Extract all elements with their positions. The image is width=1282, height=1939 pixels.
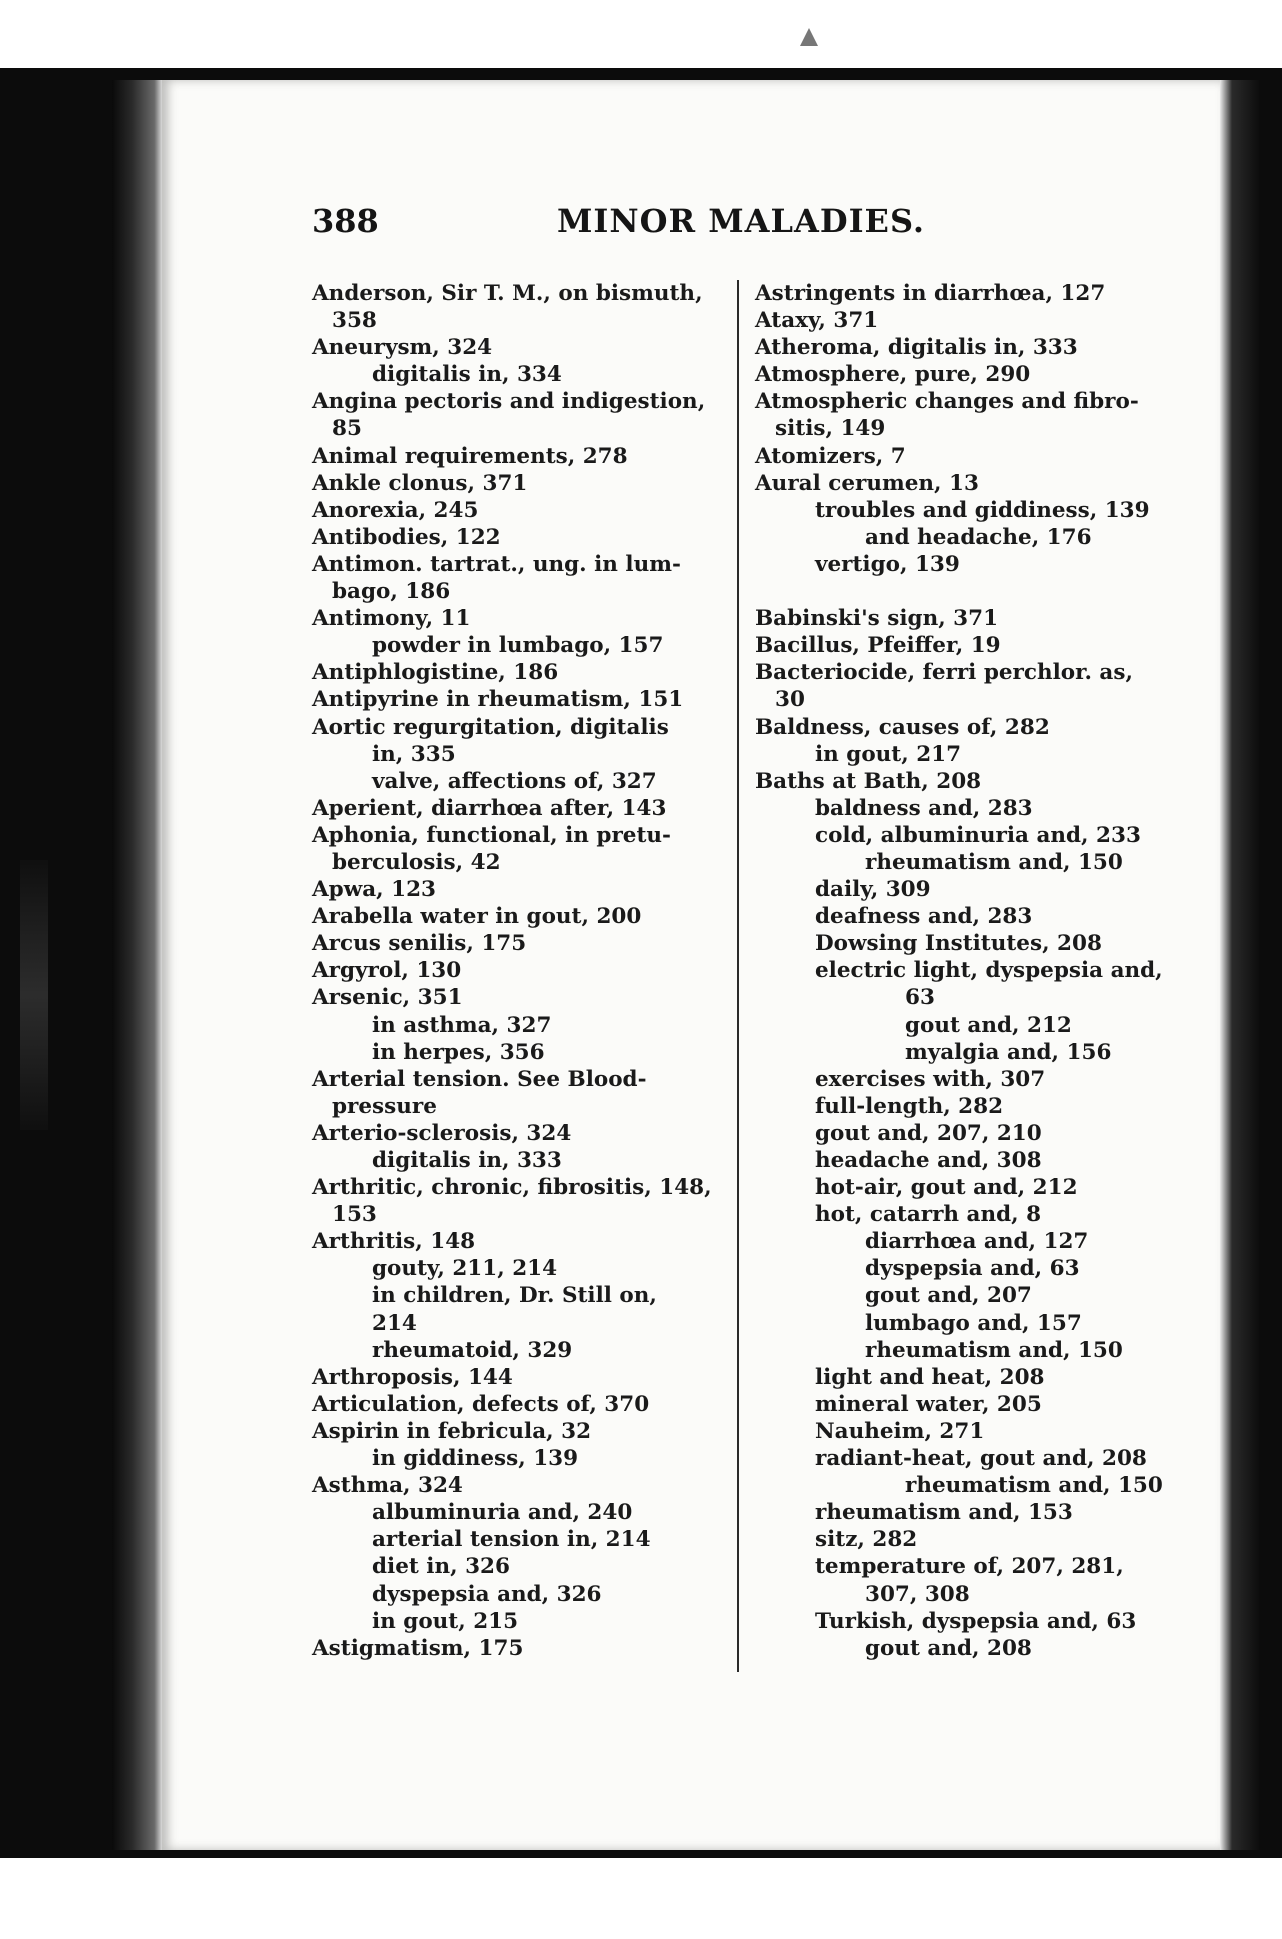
index-entry: Asthma, 324 — [312, 1473, 463, 1499]
index-subentry: in gout, 215 — [372, 1608, 519, 1634]
index-entry: Aneurysm, 324 — [312, 335, 493, 361]
index-subentry: mineral water, 205 — [815, 1391, 1042, 1417]
index-entry: Aspirin in febricula, 32 — [312, 1418, 592, 1444]
index-entry: Atheroma, digitalis in, 333 — [755, 335, 1078, 361]
index-subentry: temperature of, 207, 281, — [815, 1554, 1124, 1580]
index-entry-continuation: 307, 308 — [865, 1581, 970, 1607]
index-subentry: gout and, 212 — [905, 1012, 1072, 1038]
index-entry: Astringents in diarrhœa, 127 — [755, 281, 1106, 306]
index-entry: Arterial tension. See Blood- — [312, 1066, 647, 1092]
page-edge — [1220, 80, 1260, 1850]
index-subentry: light and heat, 208 — [815, 1364, 1045, 1390]
index-subentry: headache and, 308 — [815, 1148, 1042, 1173]
letter-section-gap — [755, 578, 1185, 605]
index-entry: Aural cerumen, 13 — [755, 470, 979, 496]
index-entry: Arthroposis, 144 — [312, 1364, 513, 1390]
index-subentry: Turkish, dyspepsia and, 63 — [815, 1608, 1137, 1634]
index-entry-continuation: 30 — [775, 687, 805, 713]
index-subentry: in children, Dr. Still on, — [372, 1283, 657, 1309]
index-entry: Antipyrine in rheumatism, 151 — [312, 687, 684, 713]
index-subentry: gouty, 211, 214 — [372, 1256, 558, 1282]
index-entry: Anderson, Sir T. M., on bismuth, — [312, 281, 703, 306]
index-entry: Babinski's sign, 371 — [755, 606, 999, 632]
index-entry: Baldness, causes of, 282 — [755, 714, 1050, 740]
index-entry: Ankle clonus, 371 — [312, 470, 528, 496]
scan-mark-icon — [800, 28, 818, 46]
index-entry: Animal requirements, 278 — [312, 443, 628, 469]
index-subentry: Dowsing Institutes, 208 — [815, 931, 1102, 957]
index-subentry: dyspepsia and, 326 — [372, 1581, 602, 1607]
page-header — [312, 202, 1032, 252]
index-entry-continuation: 153 — [332, 1202, 377, 1228]
index-subentry: in gout, 217 — [815, 741, 962, 767]
index-entry: Argyrol, 130 — [312, 958, 462, 984]
index-entry-continuation: pressure — [332, 1093, 437, 1119]
index-entry: Arthritic, chronic, fibrositis, 148, — [312, 1175, 712, 1201]
index-entry: Antibodies, 122 — [312, 524, 501, 550]
index-entry: Arcus senilis, 175 — [312, 931, 527, 957]
index-entry: Arabella water in gout, 200 — [312, 904, 642, 930]
index-subentry: dyspepsia and, 63 — [865, 1256, 1080, 1282]
index-entry-continuation: 214 — [372, 1310, 417, 1336]
page-gutter-shadow — [112, 80, 162, 1850]
index-subentry: full-length, 282 — [815, 1093, 1004, 1119]
index-subentry: deafness and, 283 — [815, 904, 1033, 930]
index-subentry: hot-air, gout and, 212 — [815, 1175, 1078, 1201]
index-entry: Ataxy, 371 — [755, 308, 879, 334]
page-number: 388 — [312, 202, 379, 240]
index-entry: Baths at Bath, 208 — [755, 768, 982, 794]
index-subentry: diet in, 326 — [372, 1554, 510, 1580]
index-entry: Bacteriocide, ferri perchlor. as, — [755, 660, 1133, 686]
index-subentry: in giddiness, 139 — [372, 1446, 579, 1472]
index-subentry: myalgia and, 156 — [905, 1039, 1112, 1065]
index-subentry: powder in lumbago, 157 — [372, 633, 664, 659]
index-entry-continuation: 63 — [905, 985, 935, 1011]
index-subentry: and headache, 176 — [865, 524, 1092, 550]
index-subentry: rheumatism and, 153 — [815, 1500, 1073, 1526]
index-subentry: valve, affections of, 327 — [372, 768, 657, 794]
index-entry: Arsenic, 351 — [312, 985, 463, 1011]
index-subentry: hot, catarrh and, 8 — [815, 1202, 1042, 1228]
index-entry-continuation: bago, 186 — [332, 579, 451, 605]
index-entry: Antiphlogistine, 186 — [312, 660, 559, 686]
index-subentry: in asthma, 327 — [372, 1012, 552, 1038]
index-subentry: daily, 309 — [815, 877, 931, 903]
index-entry: Arterio-sclerosis, 324 — [312, 1120, 572, 1146]
index-subentry: Nauheim, 271 — [815, 1418, 985, 1444]
index-subentry: electric light, dyspepsia and, — [815, 958, 1163, 984]
index-entry-continuation: 358 — [332, 308, 377, 334]
index-subentry: in herpes, 356 — [372, 1039, 545, 1065]
running-title: MINOR MALADIES. — [557, 202, 926, 240]
index-subentry: sitz, 282 — [815, 1527, 918, 1553]
index-subentry: gout and, 207, 210 — [815, 1120, 1042, 1146]
index-subentry: rheumatism and, 150 — [865, 849, 1123, 875]
index-subentry: exercises with, 307 — [815, 1066, 1046, 1092]
index-entry: Aperient, diarrhœa after, 143 — [312, 795, 667, 821]
index-subentry: gout and, 207 — [865, 1283, 1032, 1309]
index-subentry: rheumatoid, 329 — [372, 1337, 573, 1363]
index-entry: Articulation, defects of, 370 — [312, 1391, 650, 1417]
index-entry-continuation: berculosis, 42 — [332, 849, 501, 875]
index-entry-continuation: 85 — [332, 416, 362, 442]
index-entry: Angina pectoris and indigestion, — [312, 389, 706, 415]
index-subentry: rheumatism and, 150 — [905, 1473, 1163, 1499]
index-subentry: lumbago and, 157 — [865, 1310, 1082, 1336]
index-subentry: baldness and, 283 — [815, 795, 1033, 821]
index-entry: Atomizers, 7 — [755, 443, 906, 469]
index-subentry: cold, albuminuria and, 233 — [815, 822, 1141, 848]
index-entry-continuation: sitis, 149 — [775, 416, 886, 442]
column-divider — [737, 280, 739, 1672]
index-entry: Antimony, 11 — [312, 606, 471, 632]
index-subentry: diarrhœa and, 127 — [865, 1229, 1089, 1255]
index-subentry: troubles and giddiness, 139 — [815, 497, 1150, 523]
index-subentry: rheumatism and, 150 — [865, 1337, 1123, 1363]
index-entry: Bacillus, Pfeiffer, 19 — [755, 633, 1001, 659]
index-subentry: albuminuria and, 240 — [372, 1500, 633, 1526]
index-entry: Aphonia, functional, in pretu- — [312, 822, 671, 848]
index-subentry: digitalis in, 334 — [372, 362, 562, 388]
index-subentry: vertigo, 139 — [815, 551, 960, 577]
index-column-right — [755, 280, 1185, 1662]
binding-spine — [20, 860, 48, 1130]
index-subentry: digitalis in, 333 — [372, 1148, 562, 1173]
index-entry: Atmosphere, pure, 290 — [755, 362, 1031, 388]
index-subentry: gout and, 208 — [865, 1635, 1032, 1661]
index-column-left — [312, 280, 722, 1662]
index-entry: Astigmatism, 175 — [312, 1635, 524, 1661]
index-entry-continuation: in, 335 — [372, 741, 456, 767]
index-entry: Atmospheric changes and fibro- — [755, 389, 1139, 415]
index-entry: Arthritis, 148 — [312, 1229, 476, 1255]
index-entry: Aortic regurgitation, digitalis — [312, 714, 669, 740]
index-entry: Antimon. tartrat., ung. in lum- — [312, 551, 681, 577]
index-entry: Anorexia, 245 — [312, 497, 479, 523]
index-subentry: arterial tension in, 214 — [372, 1527, 651, 1553]
index-subentry: radiant-heat, gout and, 208 — [815, 1446, 1147, 1472]
index-entry: Apwa, 123 — [312, 877, 437, 903]
